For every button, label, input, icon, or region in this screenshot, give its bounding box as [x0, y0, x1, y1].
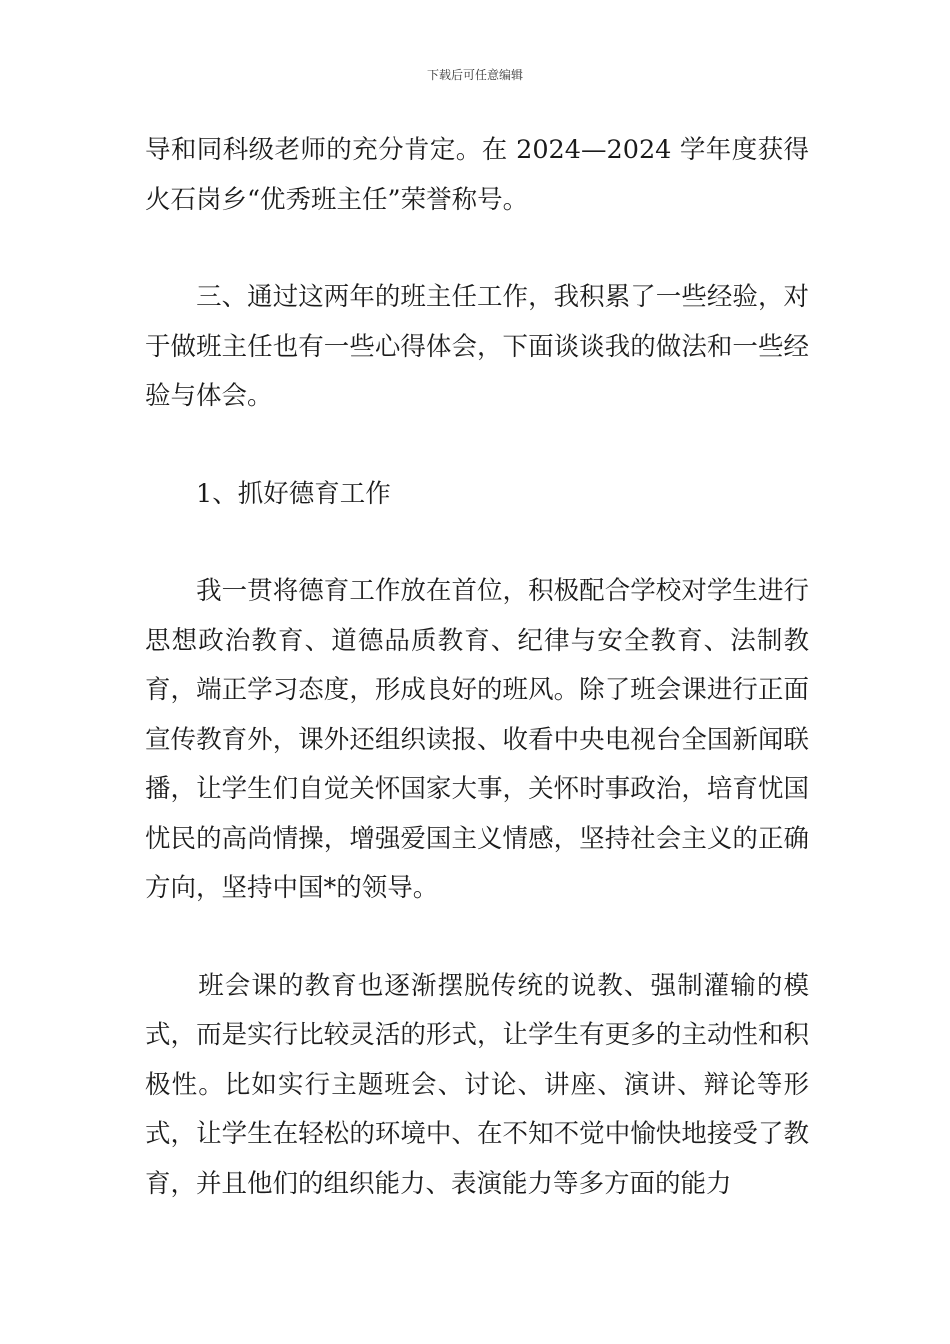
page-header-note: 下载后可任意编辑	[426, 68, 523, 82]
document-body	[145, 126, 809, 1209]
paragraph-class-meeting: 班会课的教育也逐渐摆脱传统的说教、强制灌输的模式，而是实行比较灵活的形式，让学生有更多的主动性和积极性。比如实行主题班会、讨论、讲座、演讲、辩论等形式，让学生在轻松的环境中、在不知不觉中愉快地接受了教育，并且他们的组织能力、表演能力等多方面的能力	[145, 970, 809, 1199]
paragraph-section-three: 三、通过这两年的班主任工作，我积累了一些经验，对于做班主任也有一些心得体会，下面谈谈我的做法和一些经验与体会。	[145, 282, 809, 411]
paragraph-honor: 导和同科级老师的充分肯定。在 2024—2024 学年度获得火石岗乡“优秀班主任”荣誉称号。	[145, 135, 809, 215]
paragraph-moral-education: 我一贯将德育工作放在首位，积极配合学校对学生进行思想政治教育、道德品质教育、纪律与安全教育、法制教育，端正学习态度，形成良好的班风。除了班会课进行正面宣传教育外，课外还组织读报、收看中央电视台全国新闻联播，让学生们自觉关怀国家大事，关怀时事政治，培育忧国忧民的高尚情操，增强爱国主义情感，坚持社会主义的正确方向，坚持中国*的领导。	[145, 576, 809, 903]
heading-moral-education: 1、抓好德育工作	[145, 478, 391, 509]
